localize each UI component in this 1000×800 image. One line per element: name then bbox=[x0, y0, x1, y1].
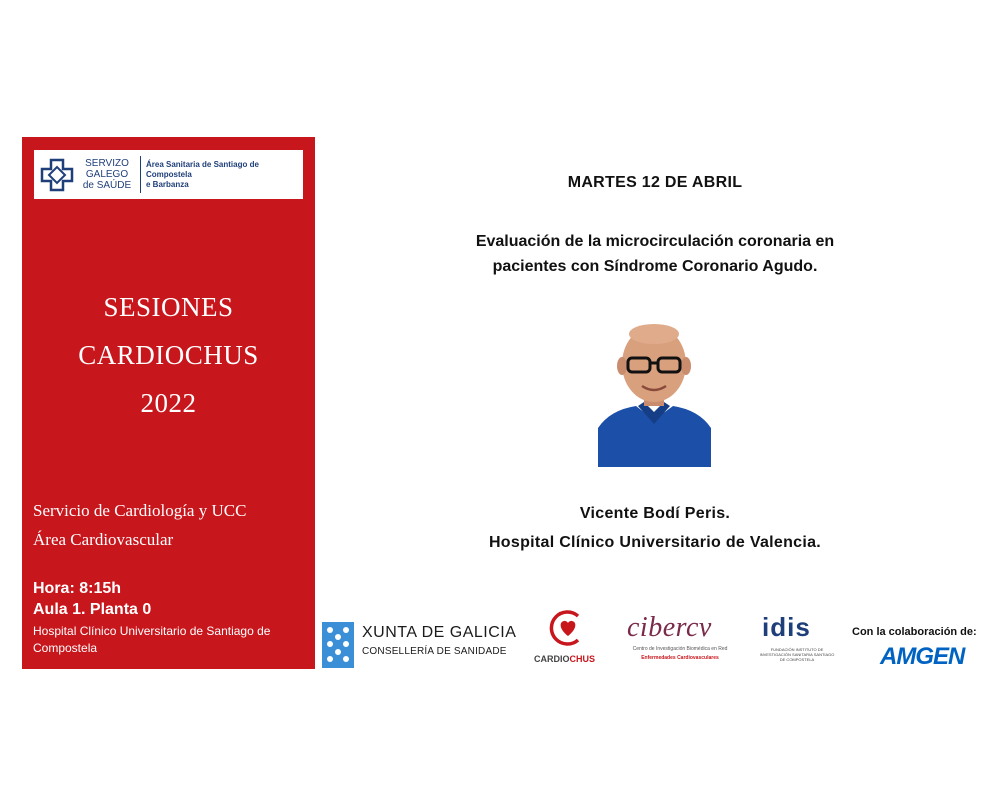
speaker-info bbox=[390, 499, 920, 557]
talk-title: Evaluación de la microcirculación coronaria en pacientes con Síndrome Coronario Agudo. bbox=[475, 233, 835, 275]
department-info: Servicio de Cardiología y UCC Área Cardiovascular bbox=[33, 501, 247, 549]
series-title bbox=[22, 283, 315, 427]
title-line: 2022 bbox=[140, 388, 197, 418]
idis-logo-name: idis bbox=[762, 612, 811, 642]
cibercv-logo-subtitle-2: Enfermedades Cardiovasculares bbox=[641, 655, 719, 661]
event-info-panel bbox=[22, 137, 315, 669]
logo-divider bbox=[140, 156, 141, 193]
speaker-photo bbox=[598, 320, 711, 467]
sergas-cross-icon bbox=[40, 158, 74, 192]
title-line: SESIONES bbox=[103, 292, 234, 322]
title-line: CARDIOCHUS bbox=[78, 340, 259, 370]
idis-logo-subtitle: FUNDACIÓN INSTITUTO DE INVESTIGACIÓN SANITARIA SANTIAGO DE COMPOSTELA bbox=[759, 647, 835, 662]
venue-hospital: Hospital Clínico Universitario de Santiago de Compostela bbox=[33, 624, 271, 655]
cardiochus-logo-name: CARDIOCHUS bbox=[534, 654, 596, 664]
sergas-name: SERVIZO GALEGO de SAÚDE bbox=[82, 158, 132, 191]
time-and-room bbox=[33, 578, 151, 620]
cibercv-logo-name: cibercv bbox=[627, 612, 712, 643]
session-time: Hora: 8:15h bbox=[33, 580, 122, 597]
xunta-flag-icon bbox=[322, 622, 354, 668]
speaker-affiliation: Hospital Clínico Universitario de Valencia. bbox=[488, 534, 822, 551]
cardiochus-heart-icon bbox=[548, 608, 588, 648]
sergas-logo bbox=[34, 150, 303, 199]
amgen-logo: AMGEN bbox=[880, 643, 965, 670]
session-date: MARTES 12 DE ABRIL bbox=[567, 174, 743, 191]
xunta-logo-name: XUNTA DE GALICIA bbox=[362, 624, 517, 641]
cibercv-logo-subtitle: Centro de Investigación Biomédica en Red bbox=[632, 646, 728, 652]
speaker-name: Vicente Bodí Peris. bbox=[579, 505, 731, 522]
xunta-logo-subtitle: CONSELLERÍA DE SANIDADE bbox=[362, 646, 507, 657]
session-room: Aula 1. Planta 0 bbox=[33, 601, 152, 618]
collaboration-label: Con la colaboración de: bbox=[852, 626, 977, 638]
health-area-name: Área Sanitaria de Santiago de Compostela e Barbanza bbox=[146, 160, 259, 189]
